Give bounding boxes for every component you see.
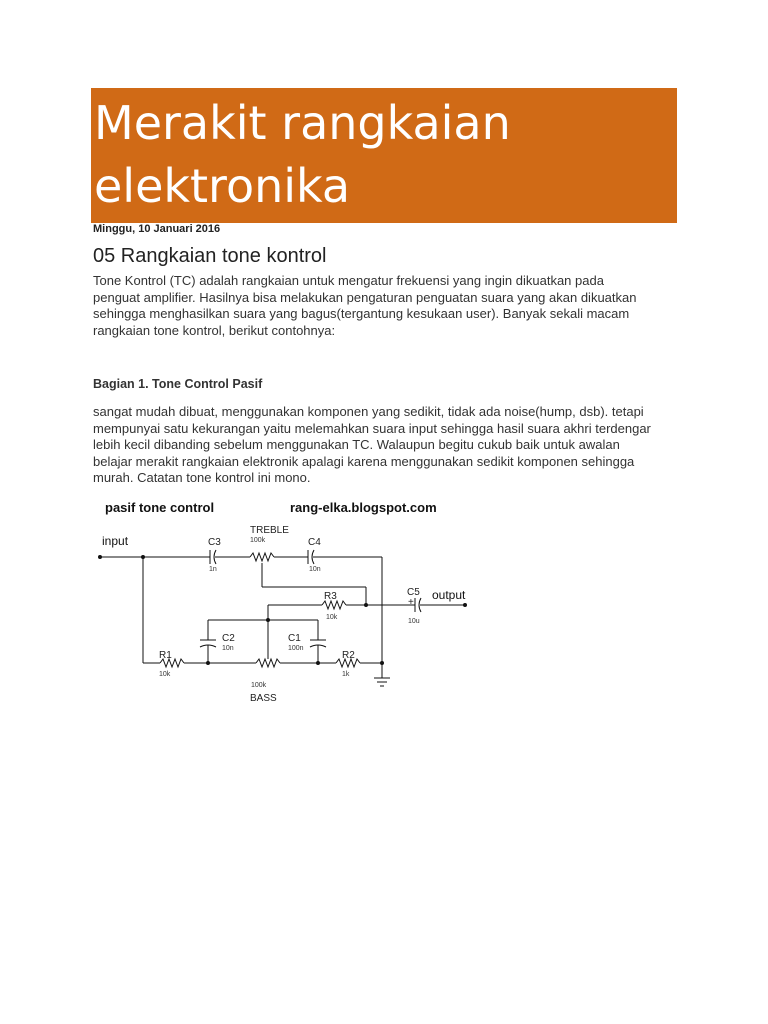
r2-value: 1k (342, 671, 350, 678)
blog-header-banner (91, 88, 677, 223)
bass-label: BASS (250, 693, 277, 704)
section-heading: Bagian 1. Tone Control Pasif (93, 377, 263, 391)
c2-name: C2 (222, 633, 235, 644)
c3-name: C3 (208, 537, 221, 548)
treble-pot-value: 100k (250, 537, 266, 544)
c4-name: C4 (308, 537, 321, 548)
c3-value: 1n (209, 566, 217, 573)
post-date: Minggu, 10 Januari 2016 (93, 223, 221, 235)
post-intro-paragraph: Tone Kontrol (TC) adalah rangkaian untuk mengatur frekuensi yang ingin dikuatkan pada penguat amplifier. Hasilnya bisa melakukan pengaturan penguatan suara yang akan dikuatkan sehingga menghasilkan suara yang bagus(tergantung kesukaan user). Banyak sekali macam rangkaian tone kontrol, berikut contohnya: (93, 273, 637, 338)
r1-name: R1 (159, 650, 172, 661)
tone-control-schematic (90, 495, 490, 710)
r1-value: 10k (159, 671, 171, 678)
input-label: input (102, 534, 129, 548)
blog-title-line1: Merakit rangkaian (94, 96, 511, 150)
r3-name: R3 (324, 591, 337, 602)
schematic-site: rang-elka.blogspot.com (290, 500, 437, 515)
bass-pot-value: 100k (251, 682, 267, 689)
c4-value: 10n (309, 566, 321, 573)
c5-value: 10u (408, 618, 420, 625)
schematic-title: pasif tone control (105, 500, 215, 515)
blog-title-line2: elektronika (94, 159, 351, 213)
section-body-paragraph: sangat mudah dibuat, menggunakan komponen yang sedikit, tidak ada noise(hump, dsb). tetapi mempunyai satu kekurangan yaitu melemahkan suara input sehingga hasil suara akhri terdengar lebih kecil dibanding sebelum menggunakan TC. Walaupun begitu cukub baik untuk awalan belajar merakit rangkaian elektronik apalagi karena menggunakan sedikit komponen sehingga murah. Catatan tone kontrol ini mono. (93, 404, 651, 485)
r3-value: 10k (326, 614, 338, 621)
output-label: output (432, 588, 466, 602)
c5-polarity: + (408, 597, 414, 608)
c1-name: C1 (288, 633, 301, 644)
c1-value: 100n (288, 645, 304, 652)
blog-title[interactable] (94, 92, 511, 218)
post-title[interactable]: 05 Rangkaian tone kontrol (93, 245, 327, 267)
r2-name: R2 (342, 650, 355, 661)
treble-label: TREBLE (250, 525, 289, 536)
c2-value: 10n (222, 645, 234, 652)
c5-name: C5 (407, 587, 420, 598)
